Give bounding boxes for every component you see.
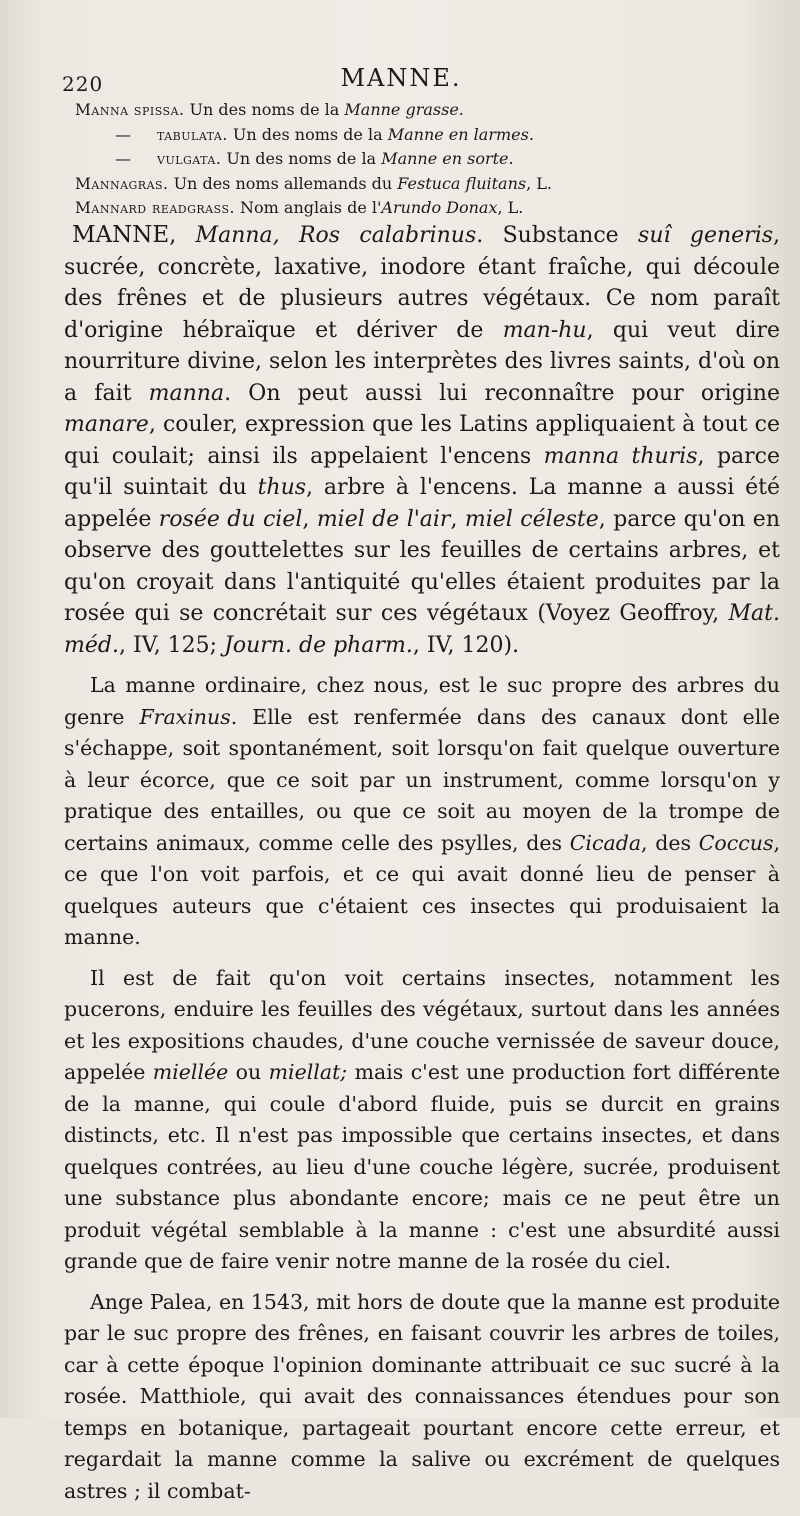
italic-text: miel de l'air bbox=[316, 506, 451, 532]
text-run: , bbox=[450, 506, 465, 532]
text-run: , sucrée, concrète, laxative, inodore étant fraîche, qui découle des frênes et de plusieurs autres végétaux. Ce nom paraît d'origine hébraïque et dériver de bbox=[64, 223, 781, 343]
entry-text: Nom anglais de l' bbox=[234, 198, 382, 217]
italic-text: Mat. méd. bbox=[64, 601, 780, 658]
italic-text: suî generis bbox=[638, 223, 774, 248]
article-body bbox=[64, 220, 780, 1516]
entry-text: Un des noms allemands du bbox=[168, 173, 398, 193]
running-title: MANNE. bbox=[340, 64, 462, 92]
entry-text: Un des noms de la bbox=[227, 124, 388, 144]
italic-text: Cicada bbox=[569, 830, 642, 855]
italic-text: Fraxinus bbox=[139, 704, 231, 729]
text-run: ou bbox=[228, 1060, 269, 1084]
entry-tail: , L. bbox=[526, 173, 552, 193]
page-number: 220 bbox=[62, 72, 104, 96]
italic-text: Coccus bbox=[698, 830, 774, 855]
entry-headword: Mannard readgrass. bbox=[75, 199, 235, 217]
paragraph bbox=[64, 1287, 780, 1508]
italic-text: manna thuris bbox=[543, 443, 698, 469]
paragraph bbox=[64, 670, 780, 954]
text-run: mais c'est une production fort différente de la manne, qui coule d'abord fluide, puis se durcit en grains distincts, etc. Il n'est pas impossible que certains insectes, et dans quelques contrées, au lieu d'une couche légère, sucrée, produisent une substance plus abondante encore; mais ce ne peut être un produit végétal semblable à la manne : c'est une absurdité aussi grande que de faire venir notre manne de la rosée du ciel. bbox=[64, 1060, 781, 1273]
italic-text: Manna, Ros calabrinus bbox=[195, 223, 477, 248]
text-run: La manne ordinaire, chez nous, est le suc propre des arbres du genre bbox=[64, 673, 780, 729]
entry-line bbox=[75, 172, 760, 197]
entry-line bbox=[75, 98, 760, 123]
text-run: , couler, expression que les Latins appliquaient à tout ce qui coulait; ainsi ils appelaient l'encens bbox=[64, 412, 780, 469]
text-run: . Substance bbox=[476, 223, 639, 248]
entry-dash: — bbox=[115, 149, 131, 168]
entry-line bbox=[75, 123, 760, 148]
italic-text: thus bbox=[257, 475, 307, 500]
entry-tail: . bbox=[528, 124, 534, 144]
text-run: Il est de fait qu'on voit certains insectes, notamment les pucerons, enduire les feuilles des végétaux, surtout dans les années et les expositions chaudes, d'une couche vernissée de saveur douce, appelée bbox=[64, 965, 780, 1084]
text-run: , ce que l'on voit parfois, et ce qui avait donné lieu de penser à quelques auteurs que c'étaient ces insectes qui produisaient la manne. bbox=[64, 830, 780, 949]
dictionary-entries bbox=[75, 98, 760, 221]
entry-headword: Mannagras. bbox=[75, 174, 169, 193]
text-run: , des bbox=[641, 830, 699, 855]
text-run: , arbre à l'encens. La manne a aussi été appelée bbox=[64, 475, 780, 532]
entry-italic: Manne grasse bbox=[344, 100, 459, 119]
italic-text: manna bbox=[148, 380, 225, 406]
entry-italic: Manne en larmes bbox=[387, 124, 529, 144]
text-run: , IV, 120). bbox=[412, 632, 520, 658]
entry-headword: vulgata. bbox=[157, 150, 222, 168]
italic-text: manare bbox=[64, 412, 149, 437]
italic-text: rosée du ciel bbox=[158, 506, 303, 532]
paragraph bbox=[64, 220, 780, 661]
entry-title: MANNE bbox=[72, 222, 170, 248]
italic-text: Journ. de pharm. bbox=[224, 632, 413, 658]
entry-dash: — bbox=[115, 124, 131, 144]
text-run: . Elle est renfermée dans des canaux dont elle s'échappe, soit spontanément, soit lorsqu'on fait quelque ouverture à leur écorce, que ce soit par un instrument, comme lorsqu'on y pratique des entailles, ou que ce soit au moyen de la trompe de certains animaux, comme celle des psylles, des bbox=[64, 704, 781, 855]
paragraph bbox=[64, 963, 780, 1278]
entry-line bbox=[75, 147, 760, 172]
italic-text: miel céleste bbox=[464, 506, 599, 532]
text-run: , bbox=[302, 506, 317, 532]
entry-headword: tabulata. bbox=[157, 125, 228, 144]
text-run: Ange Palea, en 1543, mit hors de doute que la manne est produite par le suc propre des frênes, en faisant couvrir les arbres de toiles, car à cette époque l'opinion dominante attribuait ce suc sucré à la rosée. Matthiole, qui avait des connaissances étendues pour son temps en botanique, partageait pourtant encore cette erreur, et regardait la manne comme la salive ou excrément de quelques astres ; il combat- bbox=[64, 1289, 780, 1503]
entry-italic: Arundo Donax bbox=[381, 198, 498, 217]
text-run: . On peut aussi lui reconnaître pour origine bbox=[224, 380, 780, 406]
entry-line bbox=[75, 196, 760, 221]
page-header bbox=[62, 62, 740, 96]
entry-headword: Manna spissa. bbox=[75, 101, 185, 119]
entry-italic: Manne en sorte bbox=[381, 149, 509, 168]
entry-text: Un des noms de la bbox=[184, 100, 345, 119]
italic-text: miellat; bbox=[268, 1060, 348, 1084]
text-run: , IV, 125; bbox=[118, 632, 225, 658]
entry-tail: , L. bbox=[497, 198, 524, 217]
italic-text: miellée bbox=[152, 1060, 229, 1084]
entry-italic: Festuca fluitans bbox=[397, 173, 527, 193]
text-run: , qui veut dire nourriture divine, selon les interprètes des livres saints, d'où on a fait bbox=[64, 317, 780, 406]
italic-text: man-hu bbox=[502, 317, 587, 343]
text-run: , bbox=[169, 223, 196, 248]
entry-text: Un des noms de la bbox=[221, 149, 382, 168]
entry-tail: . bbox=[458, 100, 464, 119]
text-run: , parce qu'on en observe des gouttelettes sur les feuilles de certains arbres, et qu'on croyait dans l'antiquité qu'elles étaient produites par la rosée qui se concrétait sur ces végétaux (Voyez Geoffroy, bbox=[64, 506, 780, 626]
text-run: , parce qu'il suintait du bbox=[64, 443, 781, 500]
entry-tail: . bbox=[508, 149, 514, 168]
